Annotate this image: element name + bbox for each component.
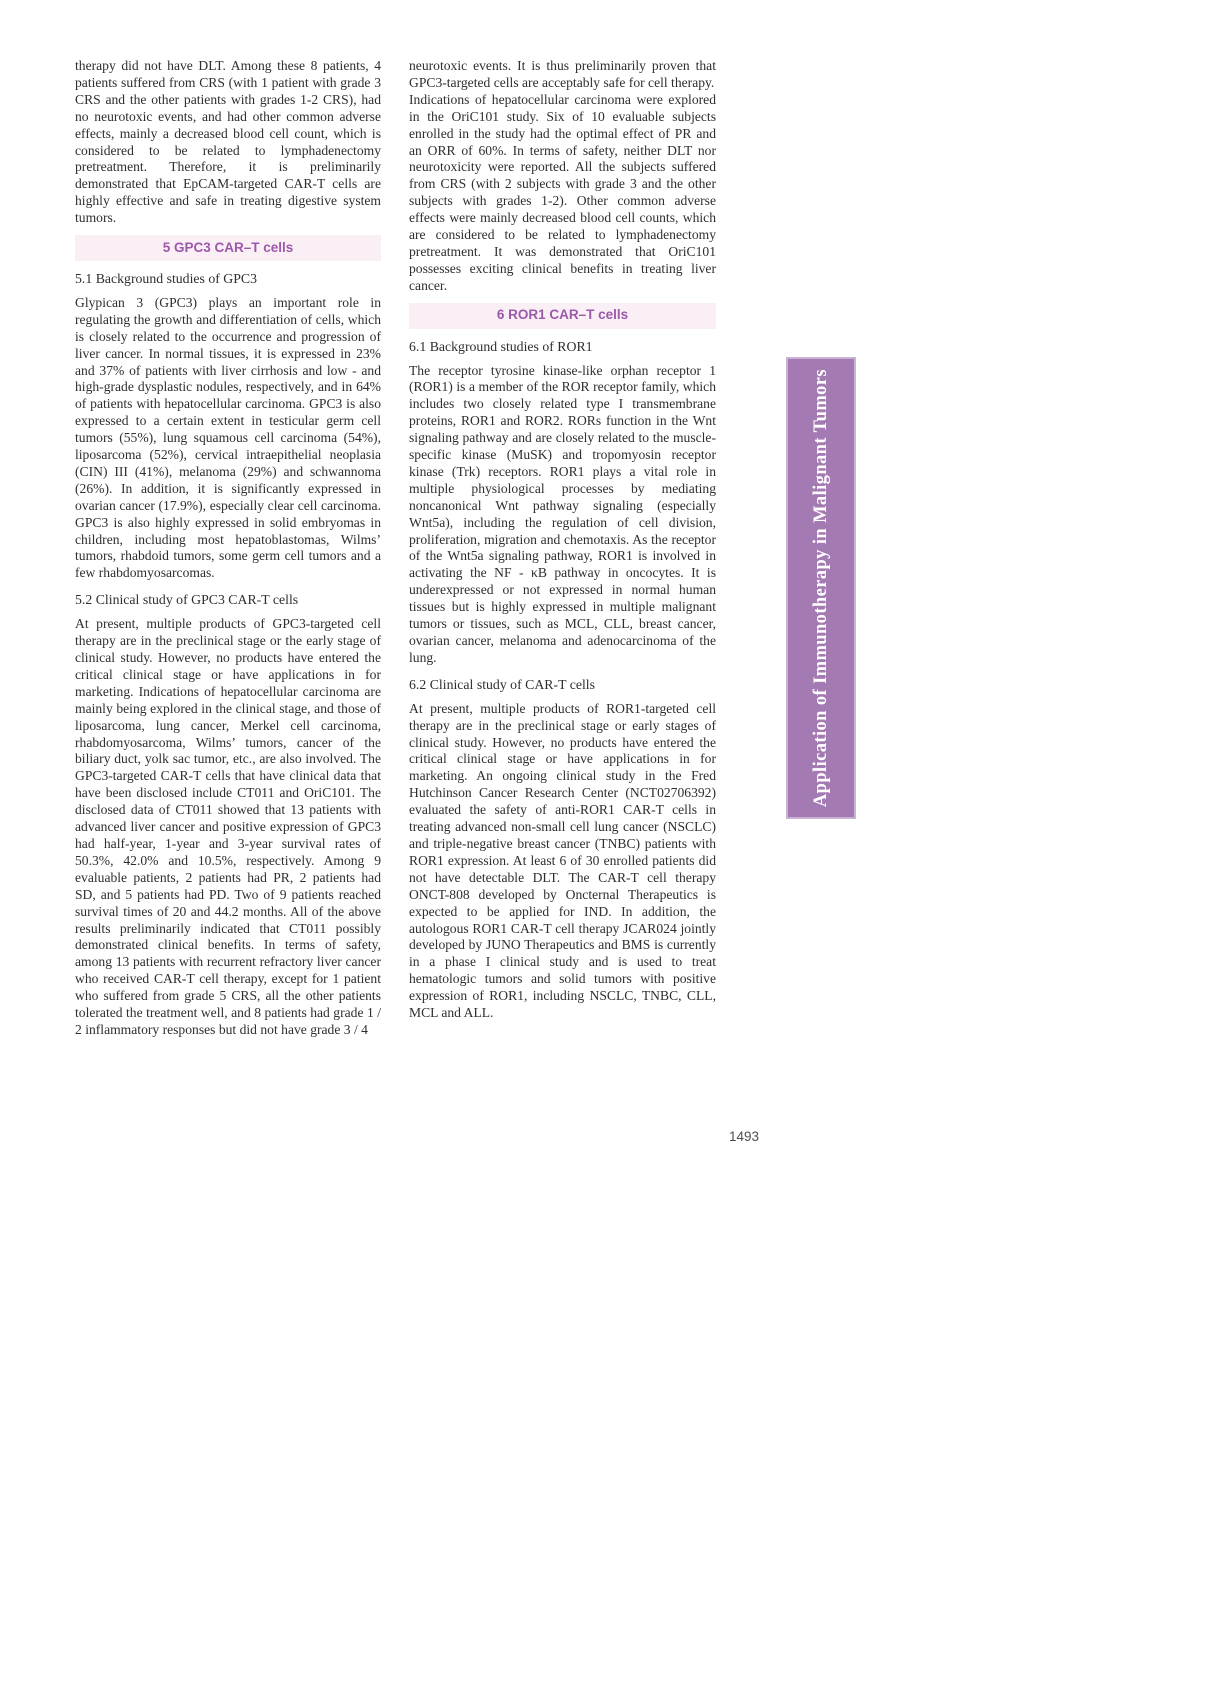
section-6-2-body: At present, multiple products of ROR1-targeted cell therapy are in the preclinical stage or early stages of clinical study. However, no products have entered the critical clinical stage or have applications in for marketing. An ongoing clinical study in the Fred Hutchinson Cancer Research Center (NCT02706392) evaluated the safety of anti-ROR1 CAR-T cells in treating advanced non-small cell lung cancer (NSCLC) and triple-negative breast cancer (TNBC) patients with ROR1 expression. At least 6 of 30 enrolled patients did not have detectable DLT. The CAR-T cell therapy ONCT-808 developed by Oncternal Therapeutics is expected to be applied for IND. In addition, the autologous ROR1 CAR-T cell therapy JCAR024 jointly developed by JUNO Therapeutics and BMS is currently in a phase I clinical study and is used to treat hematologic tumors and solid tumors with positive expression of ROR1, including NSCLC, TNBC, CLL, MCL and ALL. <box>409 700 716 1021</box>
left-continuation-paragraph: therapy did not have DLT. Among these 8 patients, 4 patients suffered from CRS (with 1 patient with grade 3 CRS and the other patients with grades 1-2 CRS), had no neurotoxic events, and had other common adverse effects, mainly a decreased blood cell count, which is considered to be related to lymphadenectomy pretreatment. Therefore, it is preliminarily demonstrated that EpCAM-targeted CAR-T cells are highly effective and safe in treating digestive system tumors. <box>75 58 381 226</box>
section-6-2-title: 6.2 Clinical study of CAR-T cells <box>409 676 595 692</box>
section-6-1-title: 6.1 Background studies of ROR1 <box>409 338 593 354</box>
chapter-side-tab <box>786 357 856 819</box>
section-6-1-body: The receptor tyrosine kinase-like orphan receptor 1 (ROR1) is a member of the ROR receptor family, which includes two closely related type I transmembrane proteins, ROR1 and ROR2. RORs function in the Wnt signaling pathway and are closely related to the muscle-specific kinase (MuSK) and tropomyosin receptor kinase (Trk) receptors. ROR1 plays a vital role in multiple physiological processes by mediating noncanonical Wnt pathway signaling (especially Wnt5a), including the regulation of cell division, proliferation, migration and chemotaxis. As the receptor of the Wnt5a signaling pathway, ROR1 is involved in activating the NF - κB pathway in oncocytes. It is underexpressed or not expressed in normal human tissues but is highly expressed in multiple malignant tumors or tissues, such as MCL, CLL, breast cancer, ovarian cancer, melanoma and adenocarcinoma of the lung. <box>409 362 716 665</box>
right-continuation-paragraph: neurotoxic events. It is thus preliminarily proven that GPC3-targeted cells are acceptably safe for cell therapy. <box>409 58 716 90</box>
section-5-2-title: 5.2 Clinical study of GPC3 CAR-T cells <box>75 592 299 608</box>
section-5-banner: 5 GPC3 CAR–T cells <box>75 235 381 261</box>
page-number: 1493 <box>728 1129 760 1144</box>
section-5-1-body: Glypican 3 (GPC3) plays an important role in regulating the growth and differentiation of cells, which is closely related to the occurrence and progression of liver cancer. In normal tissues, it is expressed in 23% and 37% of patients with liver cirrhosis and low - and high-grade dysplastic nodules, respectively, and in 64% of patients with hepatocellular carcinoma. GPC3 is also expressed to a certain extent in testicular germ cell tumors (55%), lung squamous cell carcinoma (54%), liposarcoma (52%), cervical intraepithelial neoplasia (CIN) III (41%), melanoma (29%) and schwannoma (26%). In addition, it is significantly expressed in ovarian cancer (17.9%), especially clear cell carcinoma. GPC3 is also highly expressed in solid embryomas in children, including most hepatoblastomas, Wilms’ tumors, rhabdoid tumors, some germ cell tumors and a few rhabdomyosarcomas. <box>75 294 381 581</box>
section-5-2-body: At present, multiple products of GPC3-targeted cell therapy are in the preclinical stage or the early stage of clinical study. However, no products have entered the critical clinical stage or have applications in for marketing. Indications of hepatocellular carcinoma are mainly being explored in the clinical stage, and those of liposarcoma, lung cancer, Merkel cell carcinoma, rhabdomyosarcoma, Wilms’ tumors, cancer of the biliary duct, yolk sac tumor, etc., are also involved. The GPC3-targeted CAR-T cells that have clinical data that have been disclosed include CT011 and OriC101. The disclosed data of CT011 showed that 13 patients with advanced liver cancer and positive expression of GPC3 had half-year, 1-year and 3-year survival rates of 50.3%, 42.0% and 10.5%, respectively. Among 9 evaluable patients, 2 patients had PR, 2 patients had SD, and 5 patients had PD. Two of 9 patients reached survival times of 20 and 44.2 months. All of the above results preliminarily indicated that CT011 possibly demonstrated clinical benefits. In terms of safety, among 13 patients with recurrent refractory liver cancer who received CAR-T cell therapy, except for 1 patient who suffered from grade 5 CRS, all the other patients tolerated the treatment well, and 8 patients had grade 1 / 2 inflammatory responses but did not have grade 3 / 4 <box>75 616 381 1037</box>
section-5-1-title: 5.1 Background studies of GPC3 <box>75 270 258 286</box>
chapter-side-tab-label: Application of Immunotherapy in Malignant Tumors <box>810 368 831 808</box>
section-6-banner: 6 ROR1 CAR–T cells <box>409 303 716 329</box>
oric101-paragraph: Indications of hepatocellular carcinoma were explored in the OriC101 study. Six of 10 evaluable subjects enrolled in the study had the optimal effect of PR and an ORR of 60%. In terms of safety, neither DLT nor neurotoxicity were reported. All the subjects suffered from CRS (with 2 subjects with grade 3 and the other subjects with grades 1-2). Other common adverse effects were mainly decreased blood cell counts, which are considered to be related to lymphadenectomy pretreatment. It was demonstrated that OriC101 possesses exciting clinical benefits in treating liver cancer. <box>409 91 716 293</box>
left-column <box>75 58 381 1039</box>
right-column <box>409 58 716 1022</box>
